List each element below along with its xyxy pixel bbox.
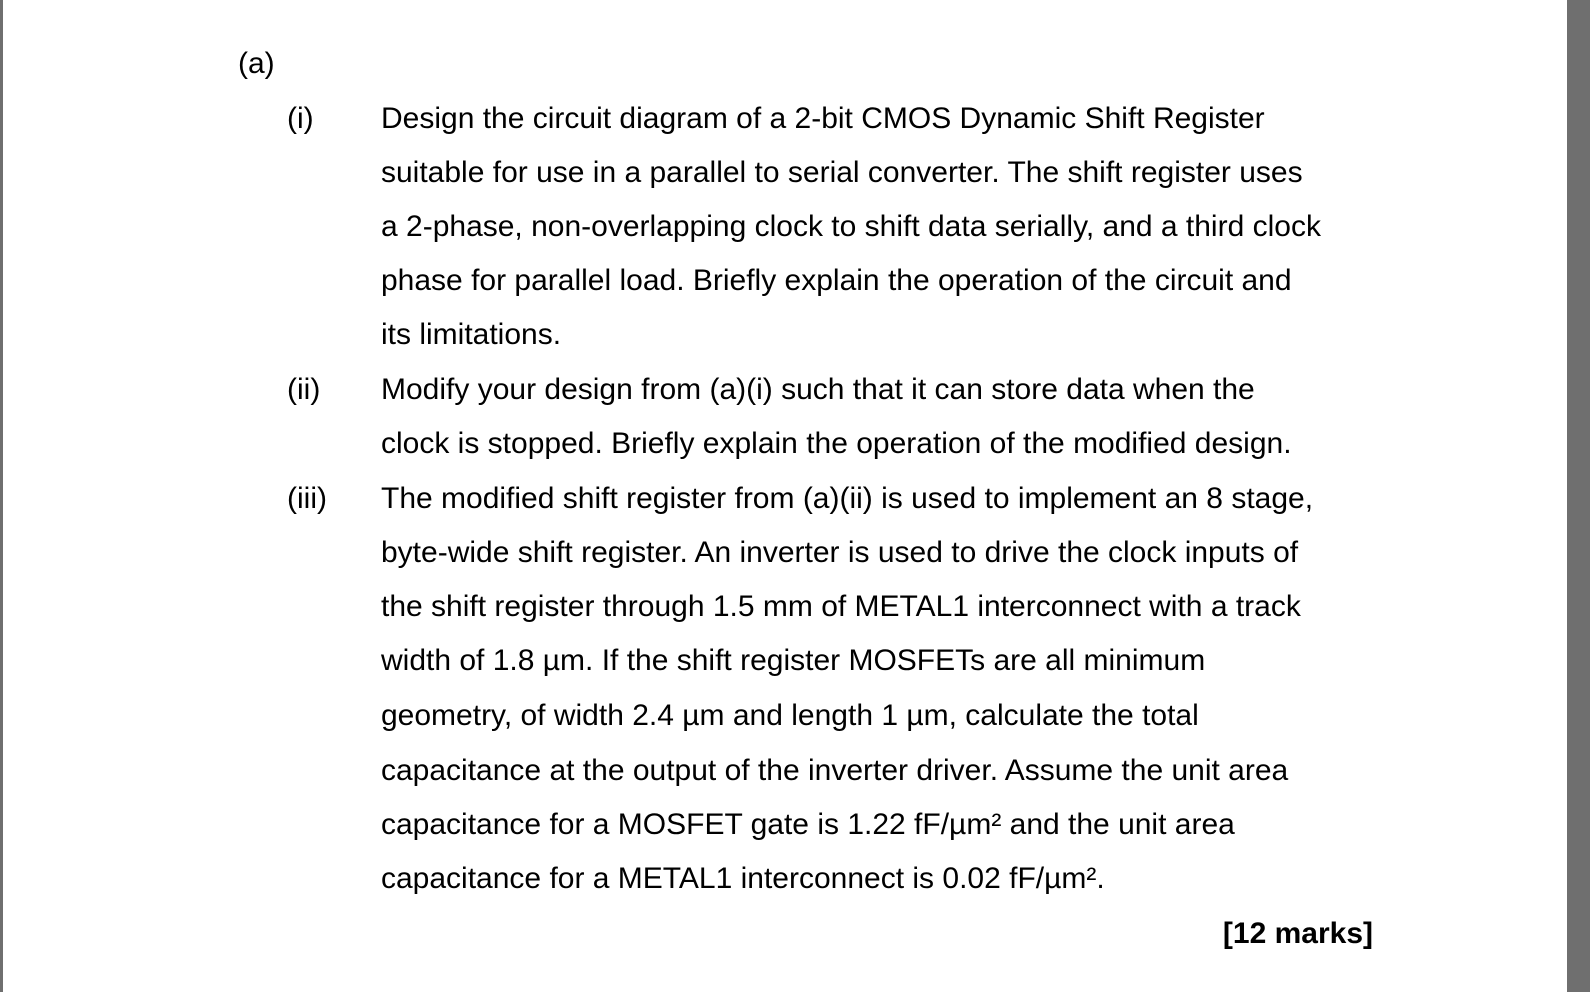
text-line: capacitance for a METAL1 interconnect is 0.02 fF/µm². (381, 862, 1105, 895)
subpart-number-i: (i) (287, 102, 314, 135)
part-label: (a) (238, 47, 275, 80)
text-line: The modified shift register from (a)(ii) is used to implement an 8 stage, (381, 482, 1314, 515)
text-line: clock is stopped. Briefly explain the operation of the modified design. (381, 427, 1292, 460)
text-line: byte-wide shift register. An inverter is used to drive the clock inputs of (381, 536, 1299, 569)
marks-label: [12 marks] (1222, 917, 1373, 950)
text-line: its limitations. (381, 318, 562, 351)
text-line: capacitance for a MOSFET gate is 1.22 fF/µm² and the unit area (381, 808, 1235, 841)
text-line: Design the circuit diagram of a 2-bit CMOS Dynamic Shift Register (381, 102, 1265, 135)
subpart-number-iii: (iii) (287, 482, 327, 515)
text-line: a 2-phase, non-overlapping clock to shift data serially, and a third clock (381, 210, 1321, 243)
page-left-edge (0, 0, 3, 992)
text-line: width of 1.8 µm. If the shift register MOSFETs are all minimum (381, 644, 1206, 677)
text-line: the shift register through 1.5 mm of METAL1 interconnect with a track (381, 590, 1301, 623)
text-line: geometry, of width 2.4 µm and length 1 µm, calculate the total (381, 699, 1199, 732)
text-line: capacitance at the output of the inverter driver. Assume the unit area (381, 754, 1289, 787)
page-right-edge (1567, 0, 1590, 992)
text-line: phase for parallel load. Briefly explain the operation of the circuit and (381, 264, 1292, 297)
text-line: Modify your design from (a)(i) such that it can store data when the (381, 373, 1255, 406)
text-line: suitable for use in a parallel to serial converter. The shift register uses (381, 156, 1303, 189)
subpart-number-ii: (ii) (287, 373, 321, 406)
